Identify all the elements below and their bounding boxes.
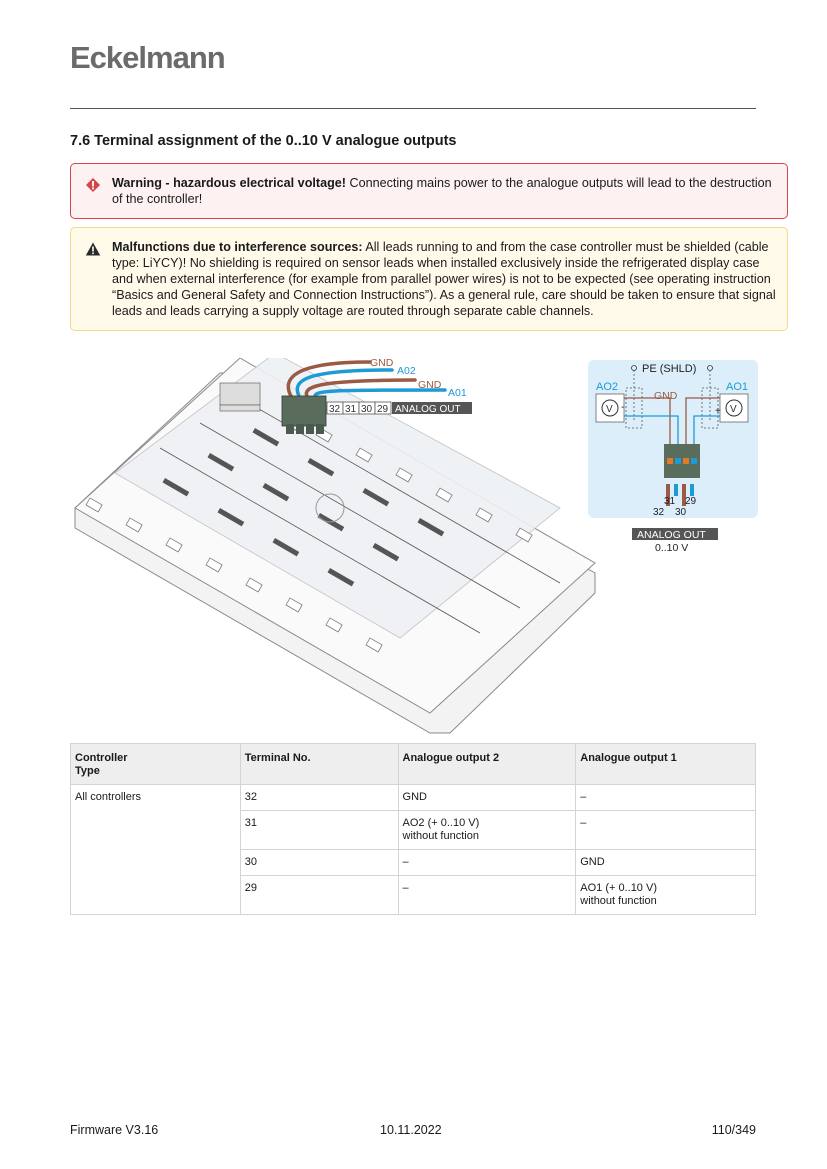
terminal-label-29: 29	[377, 404, 389, 415]
schematic-plus-ao1: +	[715, 406, 721, 417]
wiring-schematic	[588, 360, 758, 518]
voltage-range-label: 0..10 V	[655, 542, 689, 554]
wire-label-ao2: A02	[397, 365, 416, 377]
wire-label-ao1: A01	[448, 387, 467, 399]
terminal-label-32: 32	[329, 404, 341, 415]
footer-date: 10.11.2022	[380, 1123, 442, 1137]
caution-text: All leads running to and from the case controller must be shielded (cable type: LiYCY)! No shielding is required on sensor leads when installed exclusively inside the refrigerated display case and when external interference (for example from parallel power wires) is not to be expected (see operating instruction “Basics and General Safety and Connection Instructions”). As a general rule, care should be taken to ensure that signal leads and leads carrying a supply voltage are routed through separate cable channels.	[112, 240, 776, 318]
schematic-ao1-label: AO1	[726, 381, 749, 393]
table-row	[71, 785, 756, 811]
header-analogue-output-1: Analogue output 1	[576, 744, 756, 785]
terminal-assignment-table	[70, 743, 756, 915]
ao1-cell: –	[576, 811, 756, 850]
pe-shld-label: PE (SHLD)	[642, 363, 697, 375]
footer-page-number: 110/349	[711, 1123, 756, 1137]
schematic-minus-ao2: -	[621, 402, 625, 413]
voltmeter-ao2-symbol: V	[606, 404, 613, 415]
schematic-terminal-29: 29	[685, 496, 697, 507]
schematic-ao2-label: AO2	[596, 381, 619, 393]
ao2-cell: –	[398, 850, 576, 876]
header-rule	[70, 108, 756, 109]
terminal-label-30: 30	[361, 404, 373, 415]
warning-title: Warning - hazardous electrical voltage!	[112, 176, 346, 190]
warning-text: Connecting mains power to the analogue outputs will lead to the destruction of the controller!	[112, 176, 772, 206]
terminal-cell: 32	[240, 785, 398, 811]
analog-connector	[282, 396, 326, 434]
warning-diamond-icon	[85, 177, 101, 193]
table-header-row	[71, 744, 756, 785]
header-controller-type-text: Controller Type	[75, 752, 128, 777]
terminal-strip	[327, 402, 472, 415]
analog-out-badge: ANALOG OUT	[637, 529, 706, 541]
controller-wiring-figure	[70, 358, 760, 738]
section-heading: 7.6 Terminal assignment of the 0..10 V analogue outputs	[70, 133, 457, 149]
voltmeter-ao1-symbol: V	[730, 404, 737, 415]
ao2-cell: –	[398, 876, 576, 915]
controller-type-cell: All controllers	[71, 785, 241, 915]
header-controller-type	[71, 744, 241, 785]
wire-label-gnd-2: GND	[418, 379, 442, 391]
footer-firmware: Firmware V3.16	[70, 1123, 159, 1137]
ao2-cell: AO2 (+ 0..10 V) without function	[398, 811, 576, 850]
terminal-cell: 30	[240, 850, 398, 876]
schematic-gnd-label: GND	[654, 390, 678, 402]
connector-label: ANALOG OUT	[395, 404, 461, 415]
wire-label-gnd-1: GND	[370, 358, 394, 369]
header-analogue-output-2: Analogue output 2	[398, 744, 576, 785]
schematic-terminal-32: 32	[653, 507, 665, 518]
schematic-terminal-31: 31	[664, 496, 676, 507]
eckelmann-logo: Eckelmann	[70, 40, 225, 75]
ao1-cell: GND	[576, 850, 756, 876]
ao1-cell: –	[576, 785, 756, 811]
terminal-label-31: 31	[345, 404, 357, 415]
caution-title: Malfunctions due to interference sources:	[112, 240, 363, 254]
terminal-cell: 29	[240, 876, 398, 915]
warning-box	[70, 163, 788, 219]
caution-box	[70, 227, 788, 331]
terminal-cell: 31	[240, 811, 398, 850]
caution-triangle-icon	[85, 241, 101, 257]
ao2-cell: GND	[398, 785, 576, 811]
ao1-cell: AO1 (+ 0..10 V) without function	[576, 876, 756, 915]
schematic-terminal-30: 30	[675, 507, 687, 518]
header-terminal-no: Terminal No.	[240, 744, 398, 785]
